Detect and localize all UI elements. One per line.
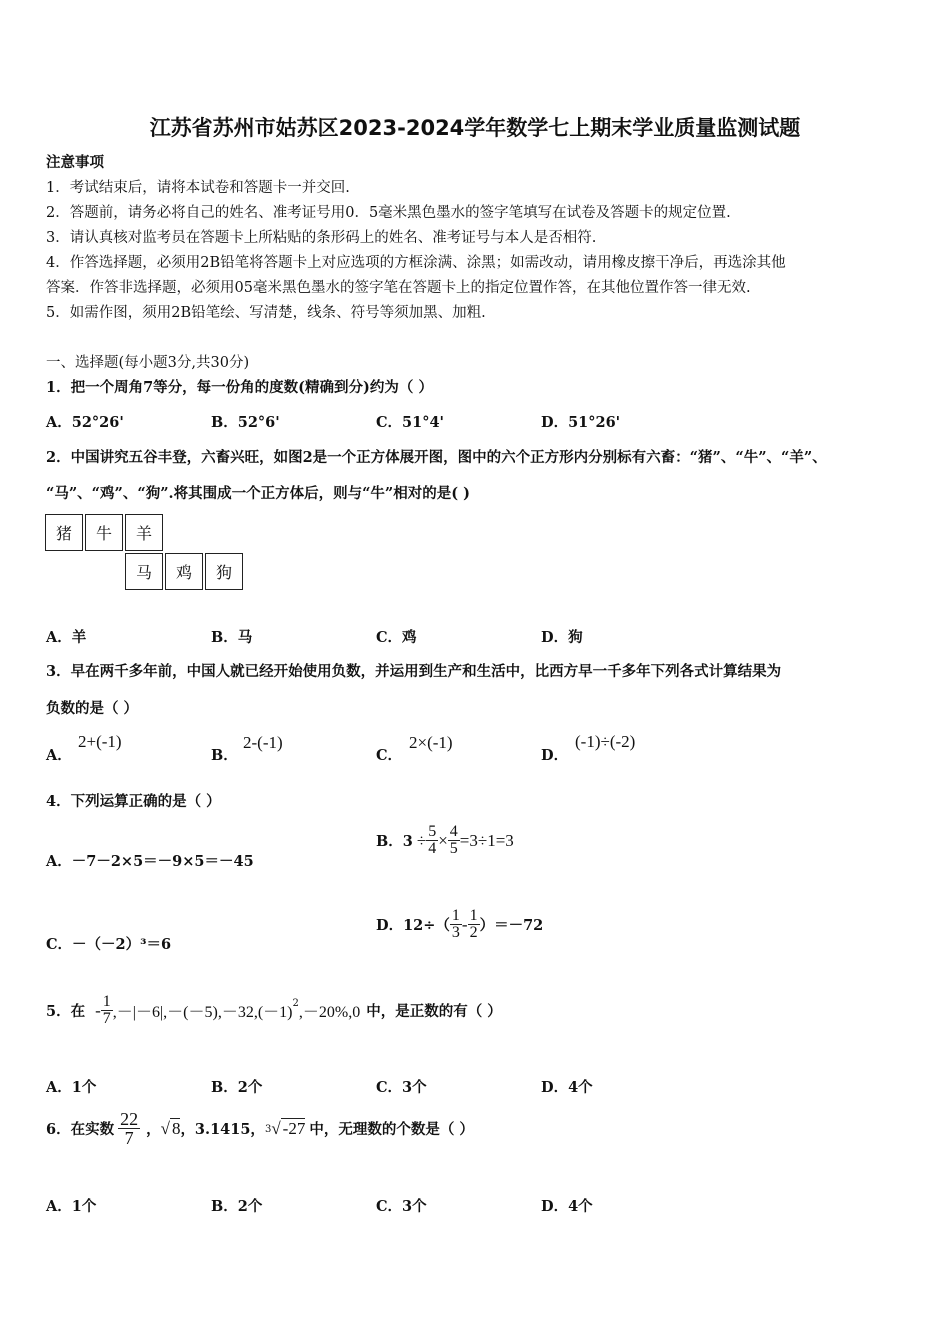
q1-option-c: C．51°4'	[376, 414, 444, 431]
net-cell: 羊	[125, 514, 163, 551]
q6-option-d: D．4个	[541, 1198, 593, 1215]
q6-stem: 6．在实数 $\frac{22}{7}$ ， √ 8 ，3.1415， 3 √ -27 中，无理数的个数是（ ）	[46, 1109, 474, 1148]
notice-item: 1．考试结束后，请将本试卷和答题卡一并交回.	[46, 180, 350, 196]
q5-stem: 5．在 - $\frac{1}{7}$ ,－|－6|,－(－5),－32,(－1) $^2$ ,－20%,0 中，是正数的有（ ）	[46, 993, 502, 1027]
q4-option-a: A．－7－2×5＝－9×5＝－45	[46, 853, 254, 870]
q6-option-c: C．3个	[376, 1198, 427, 1215]
q2-option-a: A．羊	[46, 629, 87, 646]
q1-option-a: A．52°26'	[46, 414, 124, 431]
q3-option-a-expr: 2+(-1)	[78, 732, 122, 751]
fraction: $\frac{4}{5}$	[449, 823, 458, 857]
fraction: $\frac{1}{2}$	[469, 907, 478, 941]
q2-stem-line1: 2．中国讲究五谷丰登，六畜兴旺，如图2是一个正方体展开图，图中的六个正方形内分别标有六畜：“猪”、“牛”、“羊”、	[46, 449, 827, 466]
net-cell: 鸡	[165, 553, 203, 590]
q3-option-c-expr: 2×(-1)	[409, 733, 453, 752]
q3-stem-line1: 3．早在两千多年前，中国人就已经开始使用负数，并运用到生产和生活中，比西方早一千多年下列各式计算结果为	[46, 663, 782, 680]
net-cell: 猪	[45, 514, 83, 551]
net-cell: 牛	[85, 514, 123, 551]
q3-option-b-expr: 2-(-1)	[243, 733, 283, 752]
cbrt-symbol: √	[271, 1118, 281, 1138]
q3-option-b-label: B．	[211, 747, 238, 764]
q4-option-c: C．－（－2）³＝6	[46, 936, 172, 953]
notice-item: 3．请认真核对监考员在答题卡上所粘贴的条形码上的姓名、准考证号与本人是否相符.	[46, 230, 597, 246]
q3-stem-line2: 负数的是（ ）	[46, 700, 139, 717]
notice-item: 4．作答选择题，必须用2B铅笔将答题卡上对应选项的方框涂满、涂黑；如需改动，请用橡皮擦干净后，再选涂其他	[46, 255, 786, 271]
q6-option-a: A．1个	[46, 1198, 97, 1215]
fraction: $\frac{1}{3}$	[451, 907, 460, 941]
page-title: 江苏省苏州市姑苏区2023-2024学年数学七上期末学业质量监测试题	[149, 116, 801, 140]
q3-option-d-expr: (-1)÷(-2)	[575, 732, 636, 751]
q5-option-a: A．1个	[46, 1079, 97, 1096]
q3-option-d-label: D．	[541, 747, 569, 764]
q4-option-b: B．3 ÷ $\frac{5}{4}$ × $\frac{4}{5}$ =3÷1=3	[376, 823, 514, 857]
q1-stem: 1．把一个周角7等分，每一份角的度数(精确到分)约为（ ）	[46, 379, 433, 396]
fraction: $\frac{22}{7}$	[120, 1109, 139, 1148]
notice-item: 答案．作答非选择题，必须用05毫米黑色墨水的签字笔在答题卡上的指定位置作答，在其他位置作答一律无效.	[46, 280, 751, 296]
net-cell: 马	[125, 553, 163, 590]
notice-heading: 注意事项	[46, 154, 104, 171]
q3-option-c-label: C．	[376, 747, 403, 764]
q6-option-b: B．2个	[211, 1198, 263, 1215]
section-heading: 一、选择题(每小题3分,共30分)	[46, 355, 250, 371]
q5-option-d: D．4个	[541, 1079, 593, 1096]
q4-option-d: D．12÷（ $\frac{1}{3}$ - $\frac{1}{2}$ ）＝－72	[376, 907, 544, 941]
sqrt-symbol: √	[160, 1118, 170, 1138]
q5-option-c: C．3个	[376, 1079, 427, 1096]
q4-stem: 4．下列运算正确的是（ ）	[46, 793, 221, 810]
net-cell: 狗	[205, 553, 243, 590]
q4-option-b-label: B．3	[376, 833, 413, 850]
q2-stem-line2: “马”、“鸡”、“狗”.将其围成一个正方体后，则与“牛”相对的是( )	[46, 485, 471, 502]
q2-option-b: B．马	[211, 629, 253, 646]
fraction: $\frac{1}{7}$	[102, 993, 111, 1027]
q2-option-d: D．狗	[541, 629, 583, 646]
q4-option-d-label: D．12÷（	[376, 917, 450, 934]
q5-option-b: B．2个	[211, 1079, 263, 1096]
q1-option-b: B．52°6'	[211, 414, 280, 431]
fraction: $\frac{5}{4}$	[428, 823, 437, 857]
notice-item: 5．如需作图，须用2B铅笔绘、写清楚，线条、符号等须加黑、加粗.	[46, 305, 486, 321]
notice-item: 2．答题前，请务必将自己的姓名、准考证号用0．5毫米黑色墨水的签字笔填写在试卷及答题卡的规定位置.	[46, 205, 731, 221]
q2-option-c: C．鸡	[376, 629, 417, 646]
q3-option-a-label: A．	[46, 747, 72, 764]
q1-option-d: D．51°26'	[541, 414, 621, 431]
